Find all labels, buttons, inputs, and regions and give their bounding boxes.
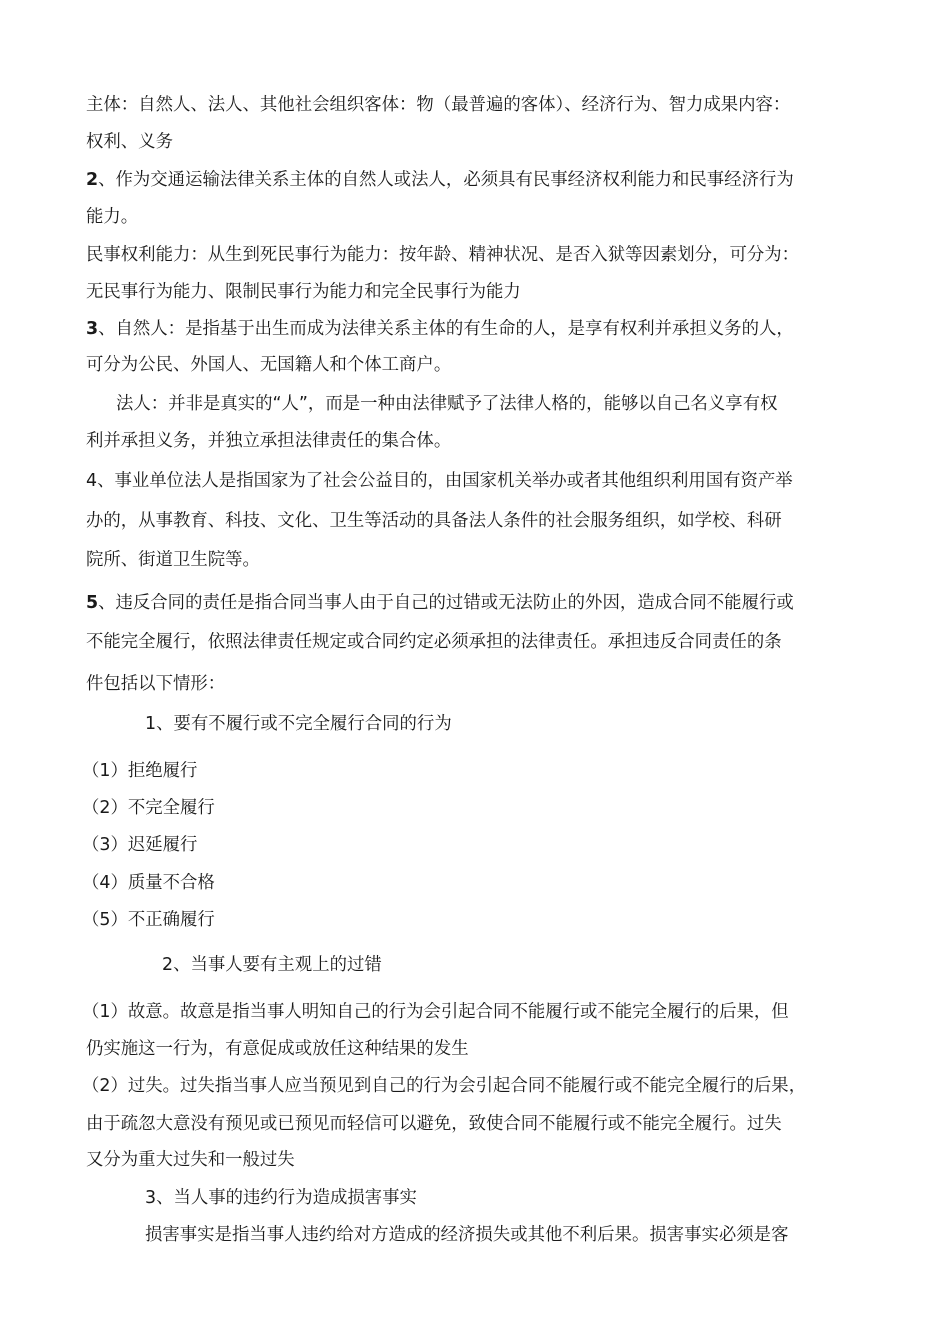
- text-line: 2、当事人要有主观上的过错: [162, 955, 382, 975]
- text-line: 利并承担义务，并独立承担法律责任的集合体。: [86, 431, 452, 451]
- text-line: 不能完全履行，依照法律责任规定或合同约定必须承担的法律责任。承担违反合同责任的条: [86, 632, 782, 652]
- text-line: 主体：自然人、法人、其他社会组织客体：物（最普遍的客体）、经济行为、智力成果内容：: [86, 95, 791, 115]
- text-line: （2）不完全履行: [82, 798, 215, 818]
- text-line: 权利、义务: [86, 132, 173, 152]
- text-line: 由于疏忽大意没有预见或已预见而轻信可以避免，致使合同不能履行或不能完全履行。过失: [86, 1114, 782, 1134]
- text-line: 办的，从事教育、科技、文化、卫生等活动的具备法人条件的社会服务组织，如学校、科研: [86, 511, 782, 531]
- text-line: （2）过失。过失指当事人应当预见到自己的行为会引起合同不能履行或不能完全履行的后果，: [82, 1076, 807, 1096]
- text-line: 又分为重大过失和一般过失: [86, 1150, 295, 1170]
- text-line: （5）不正确履行: [82, 910, 215, 930]
- text-line: 民事权利能力：从生到死民事行为能力：按年龄、精神状况、是否入狱等因素划分，可分为：: [86, 245, 800, 265]
- text-line: （1）拒绝履行: [82, 761, 198, 781]
- text-line: 2、作为交通运输法律关系主体的自然人或法人，必须具有民事经济权利能力和民事经济行为: [86, 170, 794, 190]
- text-line: 件包括以下情形：: [86, 674, 226, 694]
- text-line: （4）质量不合格: [82, 873, 215, 893]
- text-line: 院所、街道卫生院等。: [86, 550, 260, 570]
- text-line: 3、自然人：是指基于出生而成为法律关系主体的有生命的人，是享有权利并承担义务的人，: [86, 319, 794, 339]
- text-line: 4、事业单位法人是指国家为了社会公益目的，由国家机关举办或者其他组织利用国有资产举: [86, 471, 793, 491]
- text-line: 1、要有不履行或不完全履行合同的行为: [145, 714, 452, 734]
- text-line: 无民事行为能力、限制民事行为能力和完全民事行为能力: [86, 282, 521, 302]
- text-line: 法人：并非是真实的“人”，而是一种由法律赋予了法律人格的，能够以自己名义享有权: [116, 394, 778, 414]
- text-line: 损害事实是指当事人违约给对方造成的经济损失或其他不利后果。损害事实必须是客: [145, 1225, 789, 1245]
- text-line: 仍实施这一行为，有意促成或放任这种结果的发生: [86, 1039, 469, 1059]
- text-line: 能力。: [86, 207, 139, 227]
- text-line: 3、当人事的违约行为造成损害事实: [145, 1188, 417, 1208]
- text-line: 可分为公民、外国人、无国籍人和个体工商户。: [86, 355, 452, 375]
- text-line: （1）故意。故意是指当事人明知自己的行为会引起合同不能履行或不能完全履行的后果，但: [82, 1002, 789, 1022]
- text-line: 5、违反合同的责任是指合同当事人由于自己的过错或无法防止的外因，造成合同不能履行或: [86, 593, 794, 613]
- text-line: （3）迟延履行: [82, 835, 198, 855]
